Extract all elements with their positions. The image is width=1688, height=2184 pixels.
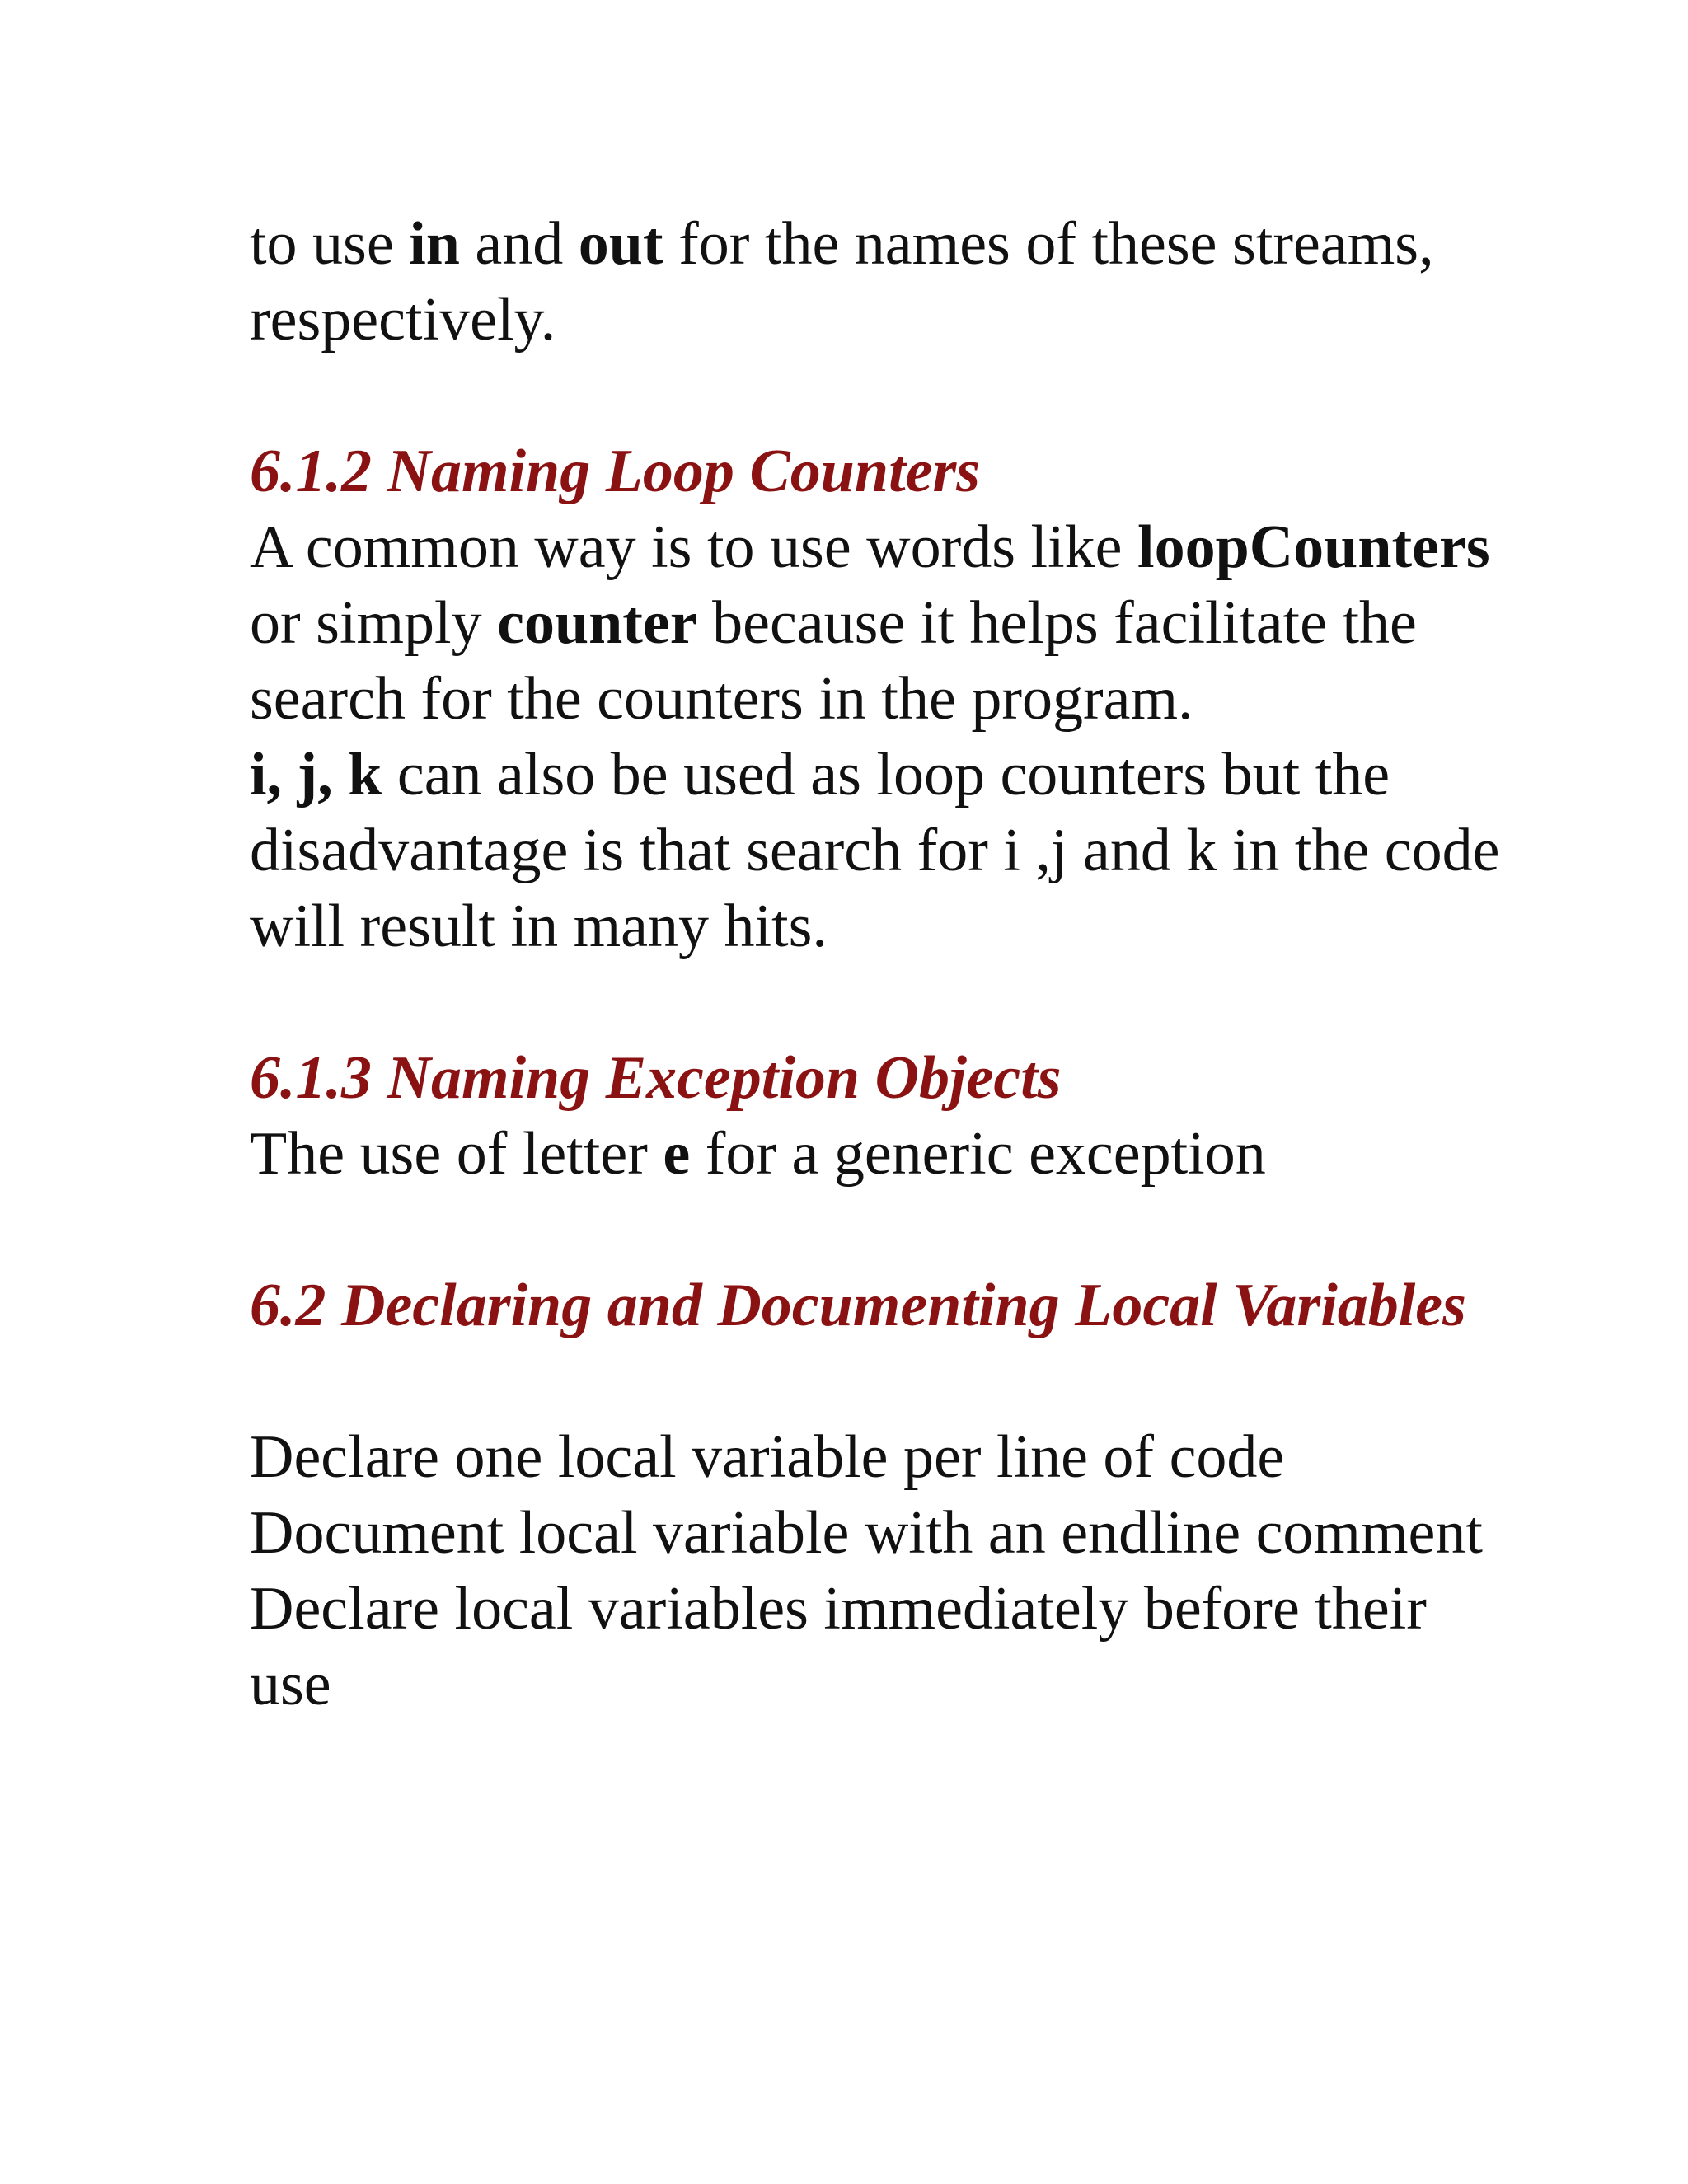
ijk-bold: i, j, k: [250, 741, 382, 808]
heading-6-1-3: 6.1.3 Naming Exception Objects: [250, 1044, 1062, 1112]
intro-paragraph: [250, 206, 1503, 358]
loop-text-2: or simply: [250, 589, 498, 657]
loop-text-3: because it helps facilitate the search for the counters in the program.: [250, 589, 1417, 733]
local-var-item-1: Declare one local variable per line of code: [250, 1423, 1285, 1491]
exception-bold-e: e: [663, 1120, 691, 1188]
local-var-item-3: Declare local variables immediately before their use: [250, 1575, 1427, 1718]
heading-6-2: 6.2 Declaring and Documenting Local Variables: [250, 1272, 1466, 1339]
intro-text-2: and: [459, 210, 579, 278]
page-content: [250, 206, 1503, 1722]
local-var-item-2: Document local variable with an endline comment: [250, 1499, 1483, 1567]
loop-counters-paragraph: [250, 509, 1503, 737]
exception-text-1: The use of letter: [250, 1120, 663, 1188]
spacer: [250, 1192, 1503, 1268]
exception-paragraph: [250, 1116, 1503, 1192]
loop-bold-loopcounters: loopCounters: [1137, 513, 1490, 581]
heading-6-1-2: 6.1.2 Naming Loop Counters: [250, 438, 981, 505]
ijk-text: can also be used as loop counters but the disadvantage is that search for i ,j and k in the code will result in many hits.: [250, 741, 1500, 960]
loop-text-1: A common way is to use words like: [250, 513, 1138, 581]
spacer: [250, 964, 1503, 1040]
intro-bold-out: out: [578, 210, 663, 278]
spacer: [250, 1343, 1503, 1419]
intro-text-3: for the names of these streams, respectively.: [250, 210, 1434, 354]
loop-bold-counter: counter: [497, 589, 697, 657]
spacer: [250, 358, 1503, 434]
exception-text-2: for a generic exception: [690, 1120, 1266, 1188]
intro-text-1: to use: [250, 210, 410, 278]
intro-bold-in: in: [409, 210, 460, 278]
ijk-paragraph: [250, 737, 1503, 964]
